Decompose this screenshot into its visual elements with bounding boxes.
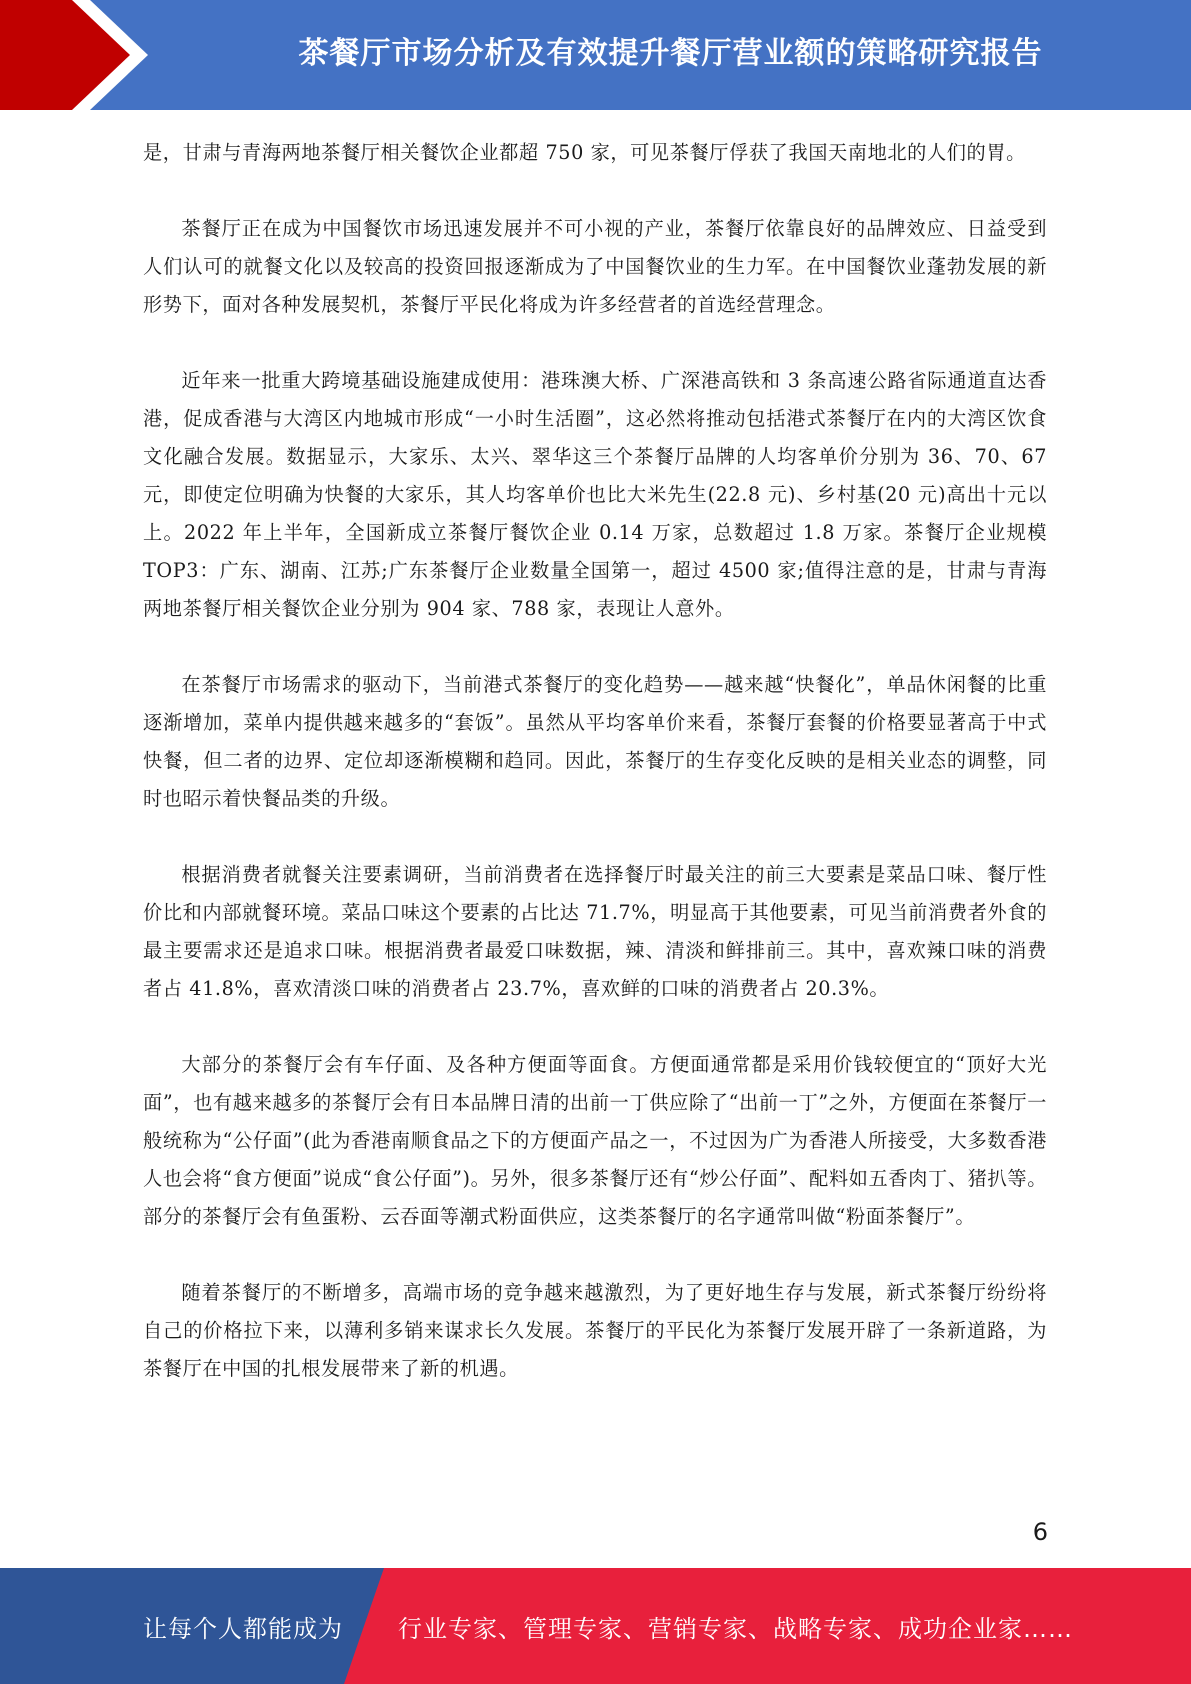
paragraph-7: 随着茶餐厅的不断增多，高端市场的竞争越来越激烈，为了更好地生存与发展，新式茶餐厅纷纷将自己的价格拉下来，以薄利多销来谋求长久发展。茶餐厅的平民化为茶餐厅发展开辟了一条新道路，为茶餐厅在中国的扎根发展带来了新的机遇。 [143, 1281, 1047, 1380]
page-footer [0, 1568, 1191, 1684]
footer-slogan-left: 让每个人都能成为 [143, 1614, 343, 1643]
body-text [143, 134, 1047, 1426]
paragraph-4: 在茶餐厅市场需求的驱动下，当前港式茶餐厅的变化趋势——越来越“快餐化”，单品休闲餐的比重逐渐增加，菜单内提供越来越多的“套饭”。虽然从平均客单价来看，茶餐厅套餐的价格要显著高于中式快餐，但二者的边界、定位却逐渐模糊和趋同。因此，茶餐厅的生存变化反映的是相关业态的调整，同时也昭示着快餐品类的升级。 [143, 673, 1047, 810]
page-header [0, 0, 1191, 110]
report-title: 茶餐厅市场分析及有效提升餐厅营业额的策略研究报告 [298, 36, 1043, 71]
paragraph-3: 近年来一批重大跨境基础设施建成使用：港珠澳大桥、广深港高铁和 3 条高速公路省际通道直达香港，促成香港与大湾区内地城市形成“一小时生活圈”，这必然将推动包括港式茶餐厅在内的大湾区饮食文化融合发展。数据显示，大家乐、太兴、翠华这三个茶餐厅品牌的人均客单价分别为 36、70、67 元，即使定位明确为快餐的大家乐，其人均客单价也比大米先生(22.8 元)、乡村基(20 元)高出十元以上。2022 年上半年，全国新成立茶餐厅餐饮企业 0.14 万家，总数超过 1.8 万家。茶餐厅企业规模 TOP3：广东、湖南、江苏;广东茶餐厅企业数量全国第一，超过 4500 家;值得注意的是，甘肃与青海两地茶餐厅相关餐饮企业分别为 904 家、788 家，表现让人意外。 [143, 369, 1047, 620]
paragraph-2: 茶餐厅正在成为中国餐饮市场迅速发展并不可小视的产业，茶餐厅依靠良好的品牌效应、日益受到人们认可的就餐文化以及较高的投资回报逐渐成为了中国餐饮业的生力军。在中国餐饮业蓬勃发展的新形势下，面对各种发展契机，茶餐厅平民化将成为许多经营者的首选经营理念。 [143, 217, 1047, 316]
paragraph-6: 大部分的茶餐厅会有车仔面、及各种方便面等面食。方便面通常都是采用价钱较便宜的“顶好大光面”，也有越来越多的茶餐厅会有日本品牌日清的出前一丁供应除了“出前一丁”之外，方便面在茶餐厅一般统称为“公仔面”(此为香港南顺食品之下的方便面产品之一，不过因为广为香港人所接受，大多数香港人也会将“食方便面”说成“食公仔面”)。另外，很多茶餐厅还有“炒公仔面”、配料如五香肉丁、猪扒等。部分的茶餐厅会有鱼蛋粉、云吞面等潮式粉面供应，这类茶餐厅的名字通常叫做“粉面茶餐厅”。 [143, 1053, 1047, 1228]
paragraph-1: 是，甘肃与青海两地茶餐厅相关餐饮企业都超 750 家，可见茶餐厅俘获了我国天南地北的人们的胃。 [143, 141, 1026, 164]
footer-slogan-right: 行业专家、管理专家、营销专家、战略专家、成功企业家…… [398, 1614, 1073, 1643]
page-number: 6 [1032, 1518, 1048, 1546]
paragraph-5: 根据消费者就餐关注要素调研，当前消费者在选择餐厅时最关注的前三大要素是菜品口味、餐厅性价比和内部就餐环境。菜品口味这个要素的占比达 71.7%，明显高于其他要素，可见当前消费者外食的最主要需求还是追求口味。根据消费者最爱口味数据，辣、清淡和鲜排前三。其中，喜欢辣口味的消费者占 41.8%，喜欢清淡口味的消费者占 23.7%，喜欢鲜的口味的消费者占 20.3%。 [143, 863, 1047, 1000]
